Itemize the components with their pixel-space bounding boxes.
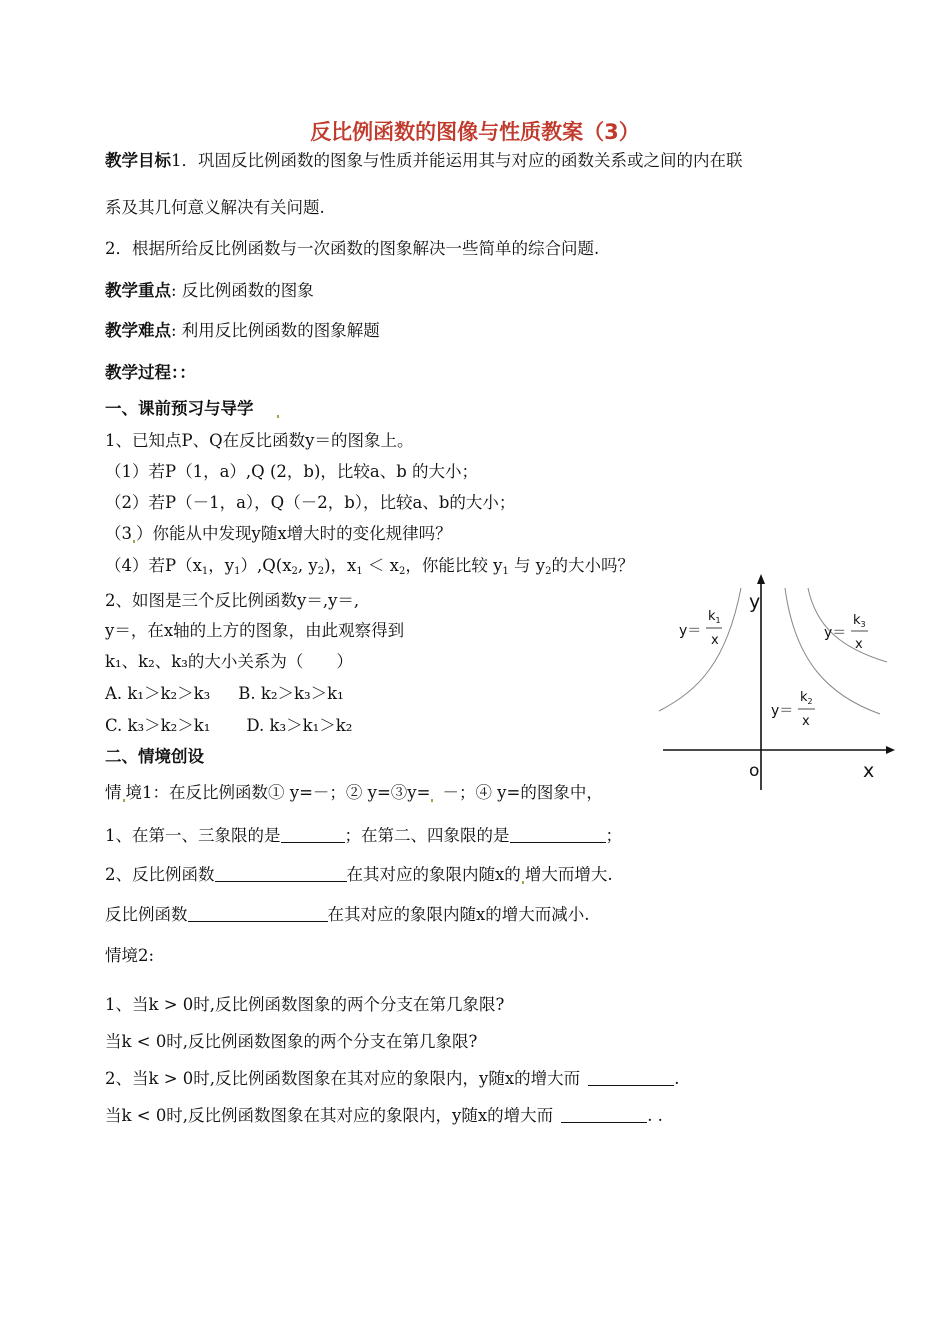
y-axis-arrow bbox=[757, 574, 765, 584]
q1-part3-text: ）你能从中发现y随x增大时的变化规律吗？ bbox=[136, 524, 452, 543]
scenario1-q3: 反比例函数 在其对应的象限内随x的增大而减小. bbox=[105, 905, 590, 924]
goals-line-2: 系及其几何意义解决有关问题. bbox=[105, 198, 325, 217]
section1-heading bbox=[105, 398, 280, 420]
scenario1: 情 境1：在反比例函数① y=－；② y=③y= －；④ y=的图象中， bbox=[105, 783, 603, 802]
f3-y: y＝ bbox=[824, 625, 847, 641]
scenario2-q3: 2、当k > 0时,反比例函数图象在其对应的象限内，y随x的增大而 . bbox=[105, 1069, 680, 1088]
scenario2-q1: 1、当k > 0时,反比例函数图象的两个分支在第几象限? bbox=[105, 995, 505, 1014]
scenario2-heading: 情境2: bbox=[105, 946, 155, 965]
answer-blank[interactable] bbox=[588, 1069, 674, 1086]
difficulty-text: : 利用反比例函数的图象解题 bbox=[171, 321, 380, 340]
option-b: B. k₂＞k₃＞k₁ bbox=[238, 684, 344, 703]
key-point-text: : 反比例函数的图象 bbox=[171, 281, 314, 300]
key-point bbox=[105, 280, 314, 302]
f1-y: y＝ bbox=[679, 623, 702, 639]
q1-part3 bbox=[105, 523, 452, 545]
goals-text-1: 1．巩固反比例函数的图象与性质并能运用其与对应的函数关系或之间的内在联 bbox=[171, 151, 743, 170]
q2-line1: 2、如图是三个反比例函数y＝,y＝, bbox=[105, 591, 360, 610]
goals-label: 教学目标 bbox=[105, 151, 171, 170]
option-a: A. k₁＞k₂＞k₃ bbox=[105, 684, 211, 703]
x-axis-label: x bbox=[863, 760, 875, 782]
ink-dot bbox=[133, 540, 135, 543]
q1-part4: （4）若$P(x_1$，$y_1),Q(x_2$, $y_2$)，$x_1 < x_2$，你能比较 $y_1$ 与 $y_2$的大小吗？ bbox=[105, 556, 634, 577]
q2-options-ab bbox=[105, 683, 344, 705]
section2-heading bbox=[105, 746, 204, 768]
q1-part1: （1）若P（1，a）,Q (2，b)，比较a、b 的大小； bbox=[105, 462, 479, 481]
ink-dot bbox=[277, 415, 279, 418]
q1-part2: （2）若P（－1，a），Q（－2，b），比较a、b的大小； bbox=[105, 493, 516, 512]
q1-part3-num: （3 bbox=[105, 524, 132, 543]
option-c: C. k₃＞k₂＞k₁ bbox=[105, 716, 211, 735]
process-heading bbox=[105, 362, 196, 384]
answer-blank[interactable] bbox=[188, 905, 328, 922]
f3-den: x bbox=[855, 637, 863, 652]
scenario1-q1: 1、在第一、三象限的是 ；在第二、四象限的是 ； bbox=[105, 826, 622, 845]
option-d: D. k₃＞k₁＞k₂ bbox=[246, 716, 353, 735]
curve-k3 bbox=[808, 588, 887, 662]
y-axis-label: y bbox=[749, 591, 761, 613]
key-point-label: 教学重点 bbox=[105, 281, 171, 300]
goals-line-1 bbox=[105, 150, 743, 172]
answer-blank[interactable] bbox=[281, 826, 345, 843]
scenario2-q2: 当k < 0时,反比例函数图象的两个分支在第几象限? bbox=[105, 1032, 478, 1051]
section1-heading-text: 一、课前预习与导学 bbox=[105, 399, 254, 418]
difficulty-label: 教学难点 bbox=[105, 321, 171, 340]
q2-line3: k₁、k₂、k₃的大小关系为（ ） bbox=[105, 652, 353, 671]
answer-blank[interactable] bbox=[510, 826, 606, 843]
section2-heading-text: 二、情境创设 bbox=[105, 747, 204, 766]
answer-blank[interactable] bbox=[215, 865, 347, 882]
q2-line2: y＝，在x轴的上方的图象，由此观察得到 bbox=[105, 621, 405, 640]
curve-k1 bbox=[659, 588, 741, 711]
ink-dot bbox=[123, 799, 125, 802]
x-axis-arrow bbox=[886, 746, 895, 754]
process-label: 教学过程：： bbox=[105, 363, 196, 382]
difficulty bbox=[105, 320, 380, 342]
origin-label: o bbox=[749, 761, 760, 781]
hyperbola-graph bbox=[655, 568, 900, 798]
f2-y: y＝ bbox=[771, 703, 794, 719]
goals-line-3: 2．根据所给反比例函数与一次函数的图象解决一些简单的综合问题. bbox=[105, 239, 600, 258]
f1-num: $k_1$ bbox=[708, 609, 721, 625]
ink-dot bbox=[522, 881, 524, 884]
f2-num: $k_2$ bbox=[800, 690, 813, 706]
q2-options-cd bbox=[105, 715, 352, 737]
scenario1-q2: 2、反比例函数 在其对应的象限内随x的 增大而增大. bbox=[105, 865, 613, 884]
scenario2-q4: 当k < 0时,反比例函数图象在其对应的象限内，y随x的增大而 . . bbox=[105, 1106, 663, 1125]
answer-blank[interactable] bbox=[561, 1106, 647, 1123]
ink-dot bbox=[431, 799, 433, 802]
f1-den: x bbox=[711, 633, 719, 648]
page-title: 反比例函数的图像与性质教案（3） bbox=[310, 120, 640, 144]
f2-den: x bbox=[802, 714, 810, 729]
q1: 1、已知点P、Q在反比函数y＝的图象上。 bbox=[105, 431, 414, 450]
f3-num: $k_3$ bbox=[853, 613, 866, 629]
